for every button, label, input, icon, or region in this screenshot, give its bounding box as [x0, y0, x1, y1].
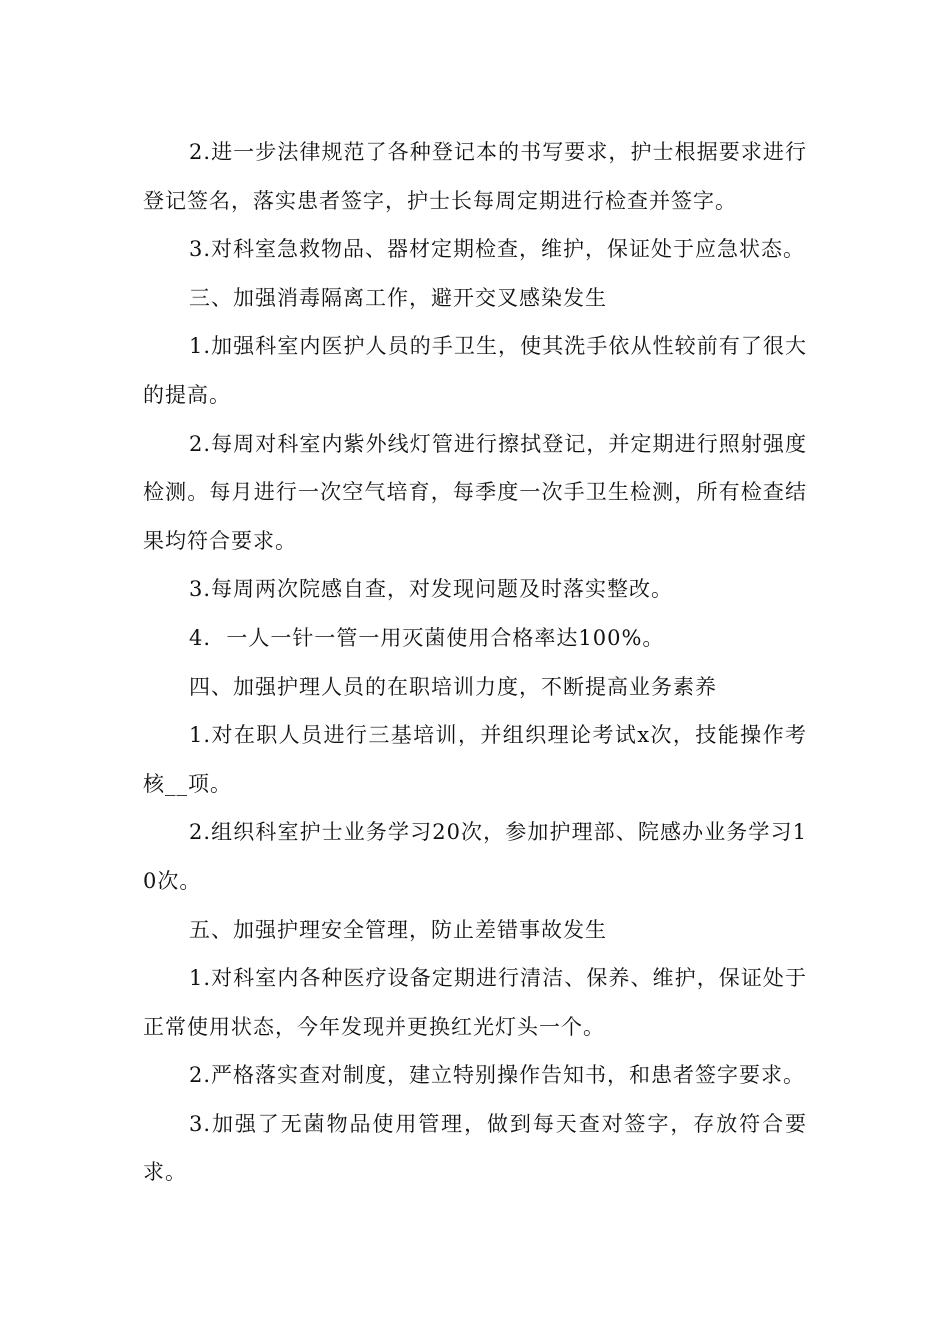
section-heading-training: 四、加强护理人员的在职培训力度，不断提高业务素养 [189, 674, 717, 699]
paragraph-basic-training: 1.对在职人员进行三基培训，并组织理论考试x次，技能操作考核__项。 [143, 723, 807, 796]
paragraph-sterilization-rate: 4. 一人一针一管一用灭菌使用合格率达100%。 [189, 625, 665, 650]
paragraph-registration-requirements: 2.进一步法律规范了各种登记本的书写要求，护士根据要求进行登记签名，落实患者签字，护士长每周定期进行检查并签字。 [143, 140, 807, 213]
section-heading-safety: 五、加强护理安全管理，防止差错事故发生 [189, 917, 607, 942]
paragraph-verification-system: 2.严格落实查对制度，建立特别操作告知书，和患者签字要求。 [189, 1063, 806, 1088]
document-body [143, 128, 807, 1197]
paragraph-uv-lamp-checks: 2.每周对科室内紫外线灯管进行擦拭登记，并定期进行照射强度检测。每月进行一次空气培育，每季度一次手卫生检测，所有检查结果均符合要求。 [143, 431, 807, 553]
paragraph-sterile-items: 3.加强了无菌物品使用管理，做到每天查对签字，存放符合要求。 [143, 1111, 807, 1185]
paragraph-self-inspection: 3.每周两次院感自查，对发现问题及时落实整改。 [189, 577, 674, 602]
paragraph-study-sessions: 2.组织科室护士业务学习20次，参加护理部、院感办业务学习10次。 [143, 820, 807, 893]
paragraph-emergency-supplies: 3.对科室急救物品、器材定期检查，维护，保证处于应急状态。 [189, 237, 806, 262]
paragraph-equipment-maintenance: 1.对科室内各种医疗设备定期进行清洁、保养、维护，保证处于正常使用状态，今年发现并更换红光灯头一个。 [143, 966, 807, 1039]
section-heading-disinfection: 三、加强消毒隔离工作，避开交叉感染发生 [189, 285, 607, 310]
paragraph-hand-hygiene: 1.加强科室内医护人员的手卫生，使其洗手依从性较前有了很大的提高。 [143, 334, 807, 407]
